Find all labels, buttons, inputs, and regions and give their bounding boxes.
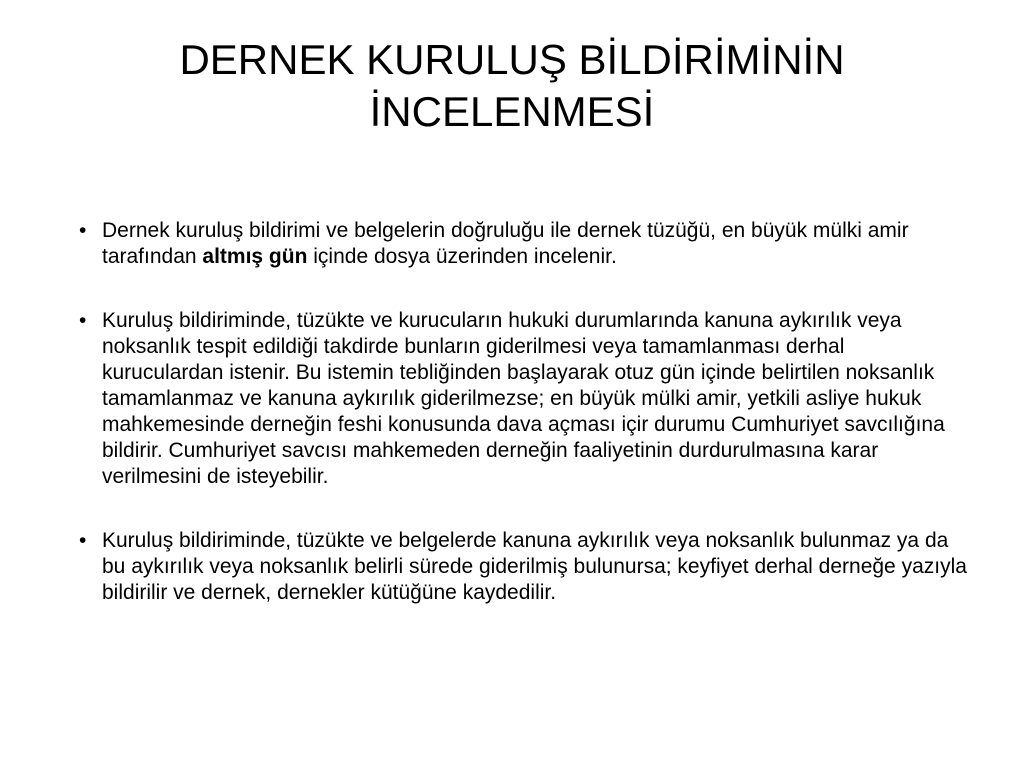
bullet-icon: • (79, 309, 87, 332)
bullet-item-registration (80, 528, 970, 606)
bullet-bold-text: altmış gün (202, 245, 308, 268)
bullet-item-review-period (80, 218, 970, 270)
slide-body (80, 218, 970, 606)
bullet-icon: • (79, 219, 87, 242)
slide-title-line-2: İNCELENMESİ (369, 88, 655, 135)
bullet-text-part: içinde dosya üzerinden incelenir. (307, 245, 617, 268)
slide-title-line-1: DERNEK KURULUŞ BİLDİRİMİNİN (179, 36, 845, 83)
bullet-list (80, 218, 970, 606)
bullet-text: Kuruluş bildiriminde, tüzükte ve belgelerde kanuna aykırılık veya noksanlık bulunmaz ya da bu aykırılık veya noksanlık belirli sürede giderilmiş bulunursa; keyfiyet derhal derneğe yazıyla bildirilir ve dernek, dernekler kütüğüne kaydedilir. (102, 529, 967, 604)
bullet-item-deficiency-procedure (80, 308, 970, 490)
bullet-text: Kuruluş bildiriminde, tüzükte ve kurucuların hukuki durumlarında kanuna aykırılık veya noksanlık tespit edildiği takdirde bunların giderilmesi veya tamamlanması derhal kuruculardan istenir. Bu istemin tebliğinden başlayarak otuz gün içinde belirtilen noksanlık tamamlanmaz ve kanuna aykırılık giderilmezse; en büyük mülki amir, yetkili asliye hukuk mahkemesinde derneğin feshi konusunda dava açması içir durumu Cumhuriyet savcılığına bildirir. Cumhuriyet savcısı mahkemeden derneğin faaliyetinin durdurulmasına karar verilmesini de isteyebilir. (102, 309, 945, 488)
slide-title (60, 34, 964, 138)
bullet-icon: • (79, 529, 87, 552)
bullet-text-part: Dernek kuruluş bildirimi ve belgelerin doğruluğu ile dernek tüzüğü, en büyük mülki amir tarafından (102, 219, 909, 268)
